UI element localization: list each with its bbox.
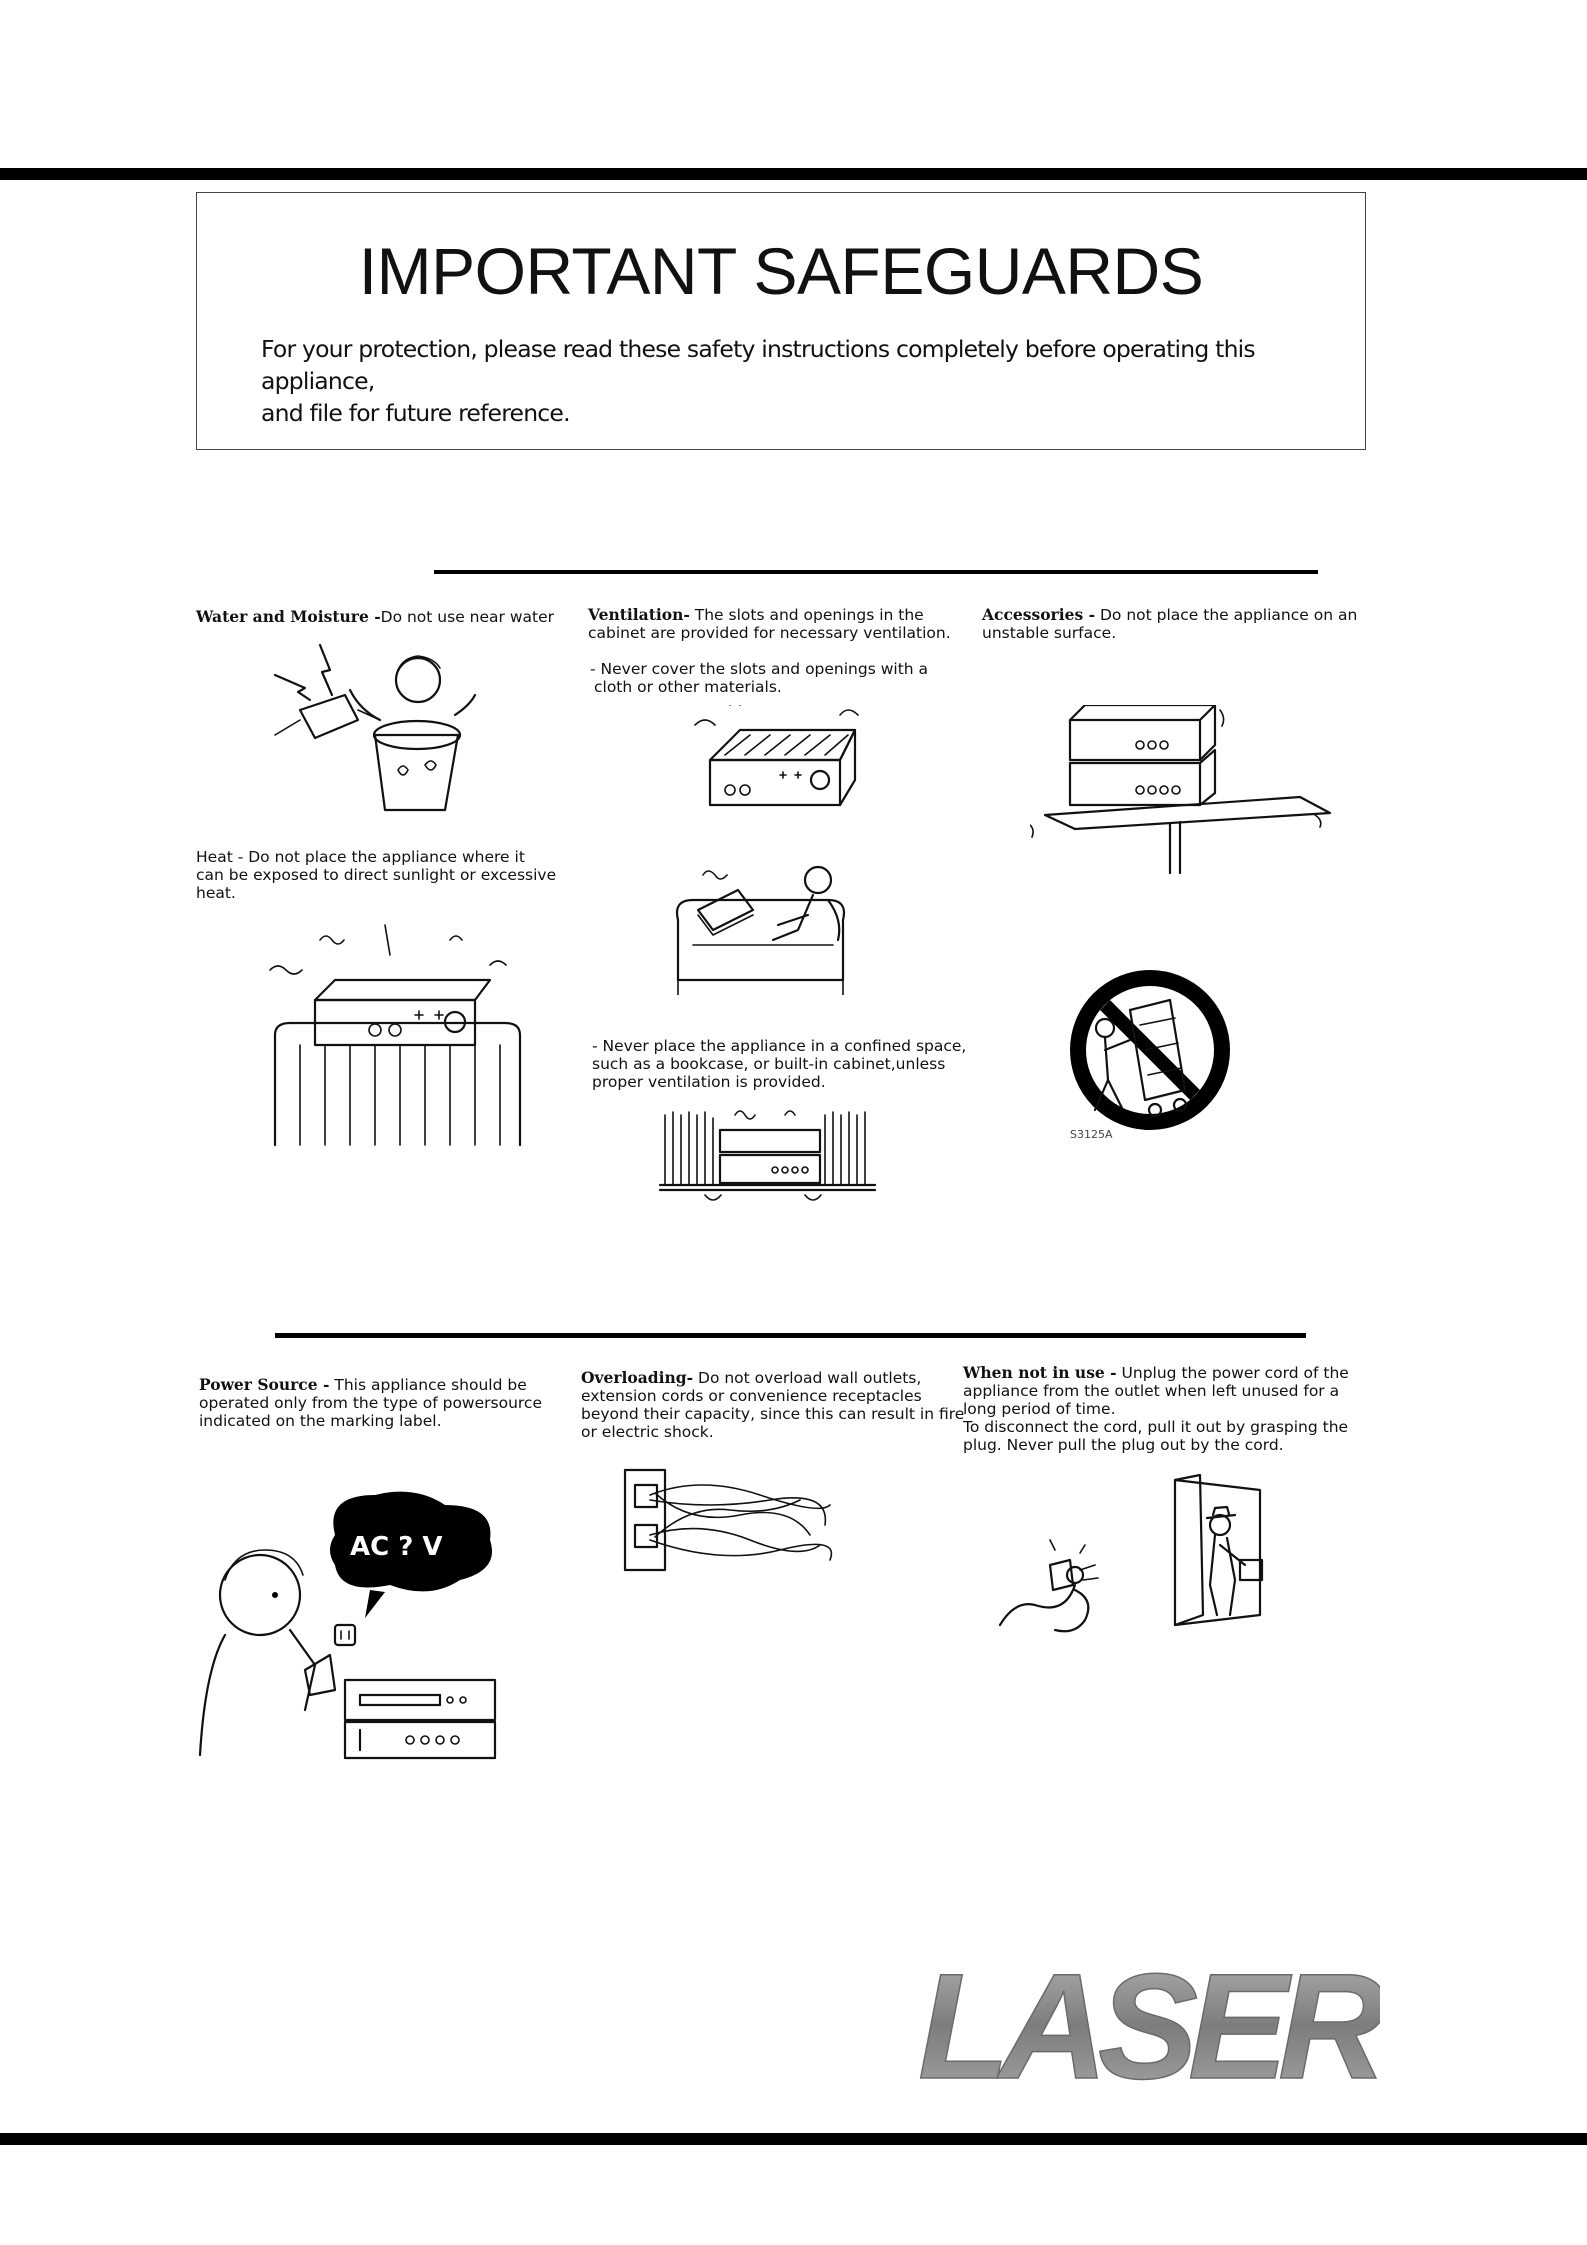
notinuse-illustration	[995, 1470, 1280, 1640]
water-paragraph	[196, 608, 556, 626]
ventilation-bullet-1-line-2: cloth or other materials.	[594, 678, 782, 696]
heat-illustration	[255, 920, 535, 1150]
notinuse-text-3: long period of time.	[963, 1400, 1116, 1418]
top-rule	[0, 168, 1587, 180]
ventilation-text-2: cabinet are provided for necessary ventilation.	[588, 624, 951, 642]
ventilation-bookcase-illustration	[655, 1100, 880, 1210]
water-text: Do not use near water	[380, 608, 554, 626]
water-illustration	[270, 640, 480, 820]
accessories-text-1: Do not place the appliance on an	[1099, 606, 1358, 624]
ventilation-bullet-1	[590, 660, 970, 696]
power-illustration	[195, 1490, 505, 1760]
accessories-text-2: unstable surface.	[982, 624, 1117, 642]
water-lead: Water and Moisture -	[196, 607, 381, 626]
overloading-text-4: or electric shock.	[581, 1423, 714, 1441]
accessories-lead: Accessories -	[982, 605, 1096, 624]
ventilation-paragraph	[588, 606, 968, 642]
notinuse-text-4: To disconnect the cord, pull it out by grasping the	[963, 1418, 1349, 1436]
ventilation-bullet-2-line-1: - Never place the appliance in a confined space,	[592, 1037, 967, 1055]
page-title: IMPORTANT SAFEGUARDS	[358, 234, 1204, 308]
bottom-rule	[0, 2133, 1587, 2145]
heat-paragraph	[196, 848, 576, 902]
overloading-text-2: extension cords or convenience receptacles	[581, 1387, 922, 1405]
overloading-text-1: Do not overload wall outlets,	[698, 1369, 922, 1387]
cart-warning-symbol	[1060, 970, 1240, 1140]
intro-text	[261, 333, 1321, 429]
notinuse-text-2: appliance from the outlet when left unused for a	[963, 1382, 1340, 1400]
section-rule-1	[434, 570, 1318, 574]
section-rule-2	[275, 1333, 1306, 1338]
overloading-text-3: beyond their capacity, since this can result in fire	[581, 1405, 965, 1423]
ventilation-sofa-illustration	[668, 860, 858, 995]
ventilation-bullet-2-line-2: such as a bookcase, or built-in cabinet,unless	[592, 1055, 946, 1073]
laser-logo-text: LASER	[918, 1950, 1377, 2110]
power-text-1: This appliance should be	[334, 1376, 527, 1394]
laser-logo	[910, 1950, 1380, 2110]
power-text-3: indicated on the marking label.	[199, 1412, 442, 1430]
ventilation-lead: Ventilation-	[588, 605, 690, 624]
ventilation-bullet-1-line-1: - Never cover the slots and openings with a	[590, 660, 929, 678]
header-box	[196, 192, 1366, 450]
accessories-paragraph	[982, 606, 1382, 642]
intro-line-1: For your protection, please read these safety instructions completely before operating this appliance,	[261, 335, 1255, 395]
ventilation-cloth-illustration	[690, 705, 870, 820]
power-bubble-text: AC ? V	[350, 1532, 443, 1562]
notinuse-text-1: Unplug the power cord of the	[1121, 1364, 1349, 1382]
ventilation-bullet-2	[592, 1037, 992, 1091]
power-text-2: operated only from the type of powersource	[199, 1394, 542, 1412]
heat-lead: Heat -	[196, 848, 244, 866]
cart-label: S3125A	[1070, 1128, 1113, 1141]
accessories-table-illustration	[1030, 705, 1340, 875]
ventilation-text-1: The slots and openings in the	[694, 606, 924, 624]
ventilation-bullet-2-line-3: proper ventilation is provided.	[592, 1073, 826, 1091]
power-lead: Power Source -	[199, 1375, 330, 1394]
notinuse-text-5: plug. Never pull the plug out by the cord.	[963, 1436, 1284, 1454]
overloading-paragraph	[581, 1369, 981, 1441]
intro-line-2: and file for future reference.	[261, 399, 570, 427]
notinuse-paragraph	[963, 1364, 1383, 1454]
heat-text-1: Do not place the appliance where it	[248, 848, 525, 866]
overloading-lead: Overloading-	[581, 1368, 694, 1387]
power-paragraph	[199, 1376, 599, 1430]
heat-text-3: heat.	[196, 884, 236, 902]
heat-text-2: can be exposed to direct sunlight or excessive	[196, 866, 557, 884]
overloading-illustration	[620, 1465, 835, 1575]
notinuse-lead: When not in use -	[963, 1363, 1117, 1382]
